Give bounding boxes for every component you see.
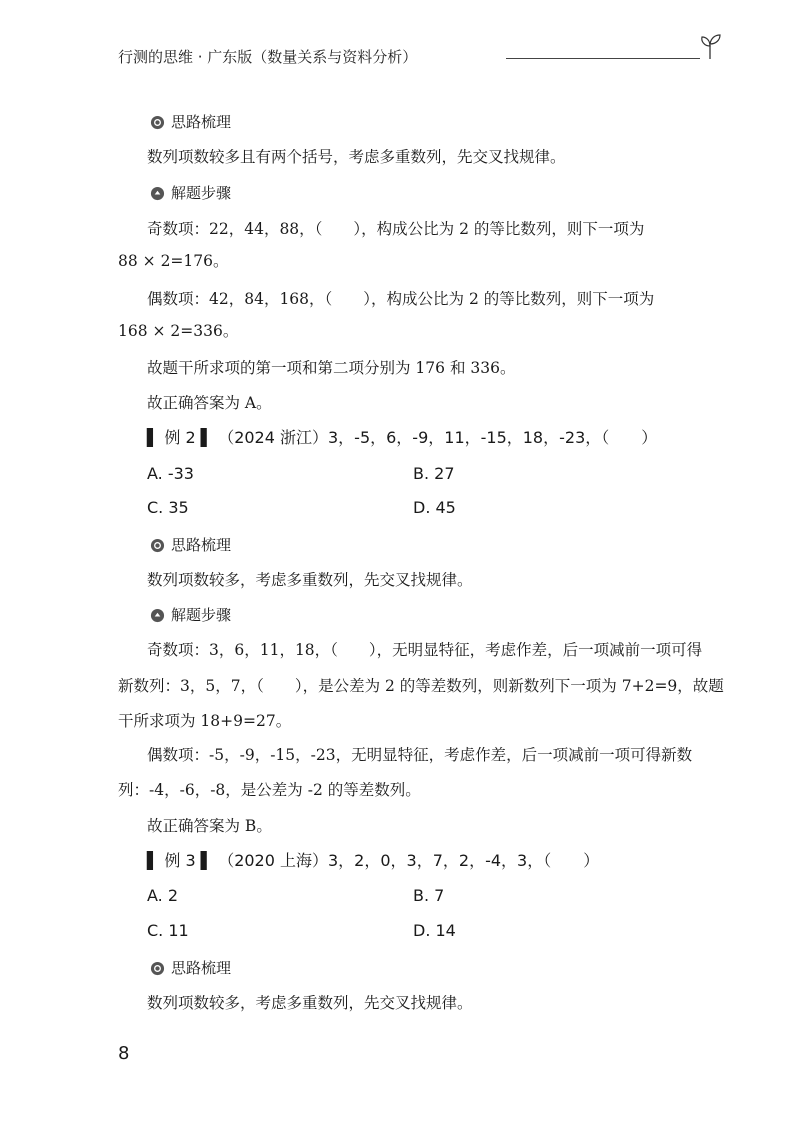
- paragraph-continued: 干所求项为 18+9=27。: [118, 712, 292, 730]
- option-a: A. -33: [147, 464, 194, 483]
- option-d: D. 14: [413, 921, 456, 940]
- paragraph-continued: 168 × 2=336。: [118, 322, 239, 340]
- paragraph-continued: 新数列：3，5，7，（ ），是公差为 2 的等差数列，则新数列下一项为 7+2=9，故题: [118, 677, 724, 695]
- option-c: C. 11: [147, 921, 189, 940]
- section-heading-approach: [150, 112, 231, 132]
- paragraph-continued: 列：-4，-6，-8，是公差为 -2 的等差数列。: [118, 781, 421, 799]
- example-label: 例 2: [164, 428, 196, 447]
- paragraph: 数列项数较多，考虑多重数列，先交叉找规律。: [147, 571, 473, 589]
- section-heading-steps: [150, 605, 231, 625]
- paragraph: 数列项数较多，考虑多重数列，先交叉找规律。: [147, 994, 473, 1012]
- paragraph: 偶数项：42，84，168，（ ），构成公比为 2 的等比数列，则下一项为: [147, 290, 655, 308]
- example-question: [147, 428, 657, 448]
- option-b: B. 27: [413, 464, 455, 483]
- steps-badge-icon: [150, 186, 165, 201]
- paragraph-continued: 88 × 2=176。: [118, 252, 229, 270]
- example-text: （2024 浙江）3，-5，6，-9，11，-15，18，-23，（ ）: [218, 428, 658, 447]
- header-rule: [506, 58, 700, 59]
- example-bracket-right: ▌: [200, 428, 214, 447]
- example-question: [147, 851, 599, 871]
- sprout-icon: [698, 32, 722, 60]
- example-label: 例 3: [164, 851, 196, 870]
- answer-line: 故正确答案为 A。: [147, 394, 272, 412]
- paragraph: 数列项数较多且有两个括号，考虑多重数列，先交叉找规律。: [147, 148, 566, 166]
- heading-text: 解题步骤: [171, 184, 232, 202]
- heading-text: 解题步骤: [171, 606, 232, 624]
- paragraph: 偶数项：-5，-9，-15，-23，无明显特征，考虑作差，后一项减前一项可得新数: [147, 746, 693, 764]
- example-text: （2020 上海）3，2，0，3，7，2，-4，3，（ ）: [218, 851, 600, 870]
- section-heading-approach: [150, 535, 231, 555]
- heading-text: 思路梳理: [171, 113, 232, 131]
- example-bracket-left: ▌: [147, 851, 160, 870]
- paragraph: 奇数项：22，44，88，（ ），构成公比为 2 的等比数列，则下一项为: [147, 220, 645, 238]
- section-heading-steps: [150, 183, 231, 203]
- answer-line: 故正确答案为 B。: [147, 817, 272, 835]
- section-heading-approach: [150, 958, 231, 978]
- heading-text: 思路梳理: [171, 536, 232, 554]
- example-bracket-right: ▌: [200, 851, 214, 870]
- paragraph: 故题干所求项的第一项和第二项分别为 176 和 336。: [147, 359, 516, 377]
- approach-badge-icon: [150, 115, 165, 130]
- approach-badge-icon: [150, 538, 165, 553]
- steps-badge-icon: [150, 608, 165, 623]
- option-a: A. 2: [147, 886, 179, 905]
- header-title: 行测的思维 · 广东版（数量关系与资料分析）: [118, 48, 418, 66]
- approach-badge-icon: [150, 961, 165, 976]
- example-bracket-left: ▌: [147, 428, 160, 447]
- page-number: 8: [118, 1043, 130, 1064]
- option-c: C. 35: [147, 498, 189, 517]
- paragraph: 奇数项：3，6，11，18，（ ），无明显特征，考虑作差，后一项减前一项可得: [147, 641, 703, 659]
- option-d: D. 45: [413, 498, 456, 517]
- option-b: B. 7: [413, 886, 445, 905]
- heading-text: 思路梳理: [171, 959, 232, 977]
- running-header: [118, 46, 718, 70]
